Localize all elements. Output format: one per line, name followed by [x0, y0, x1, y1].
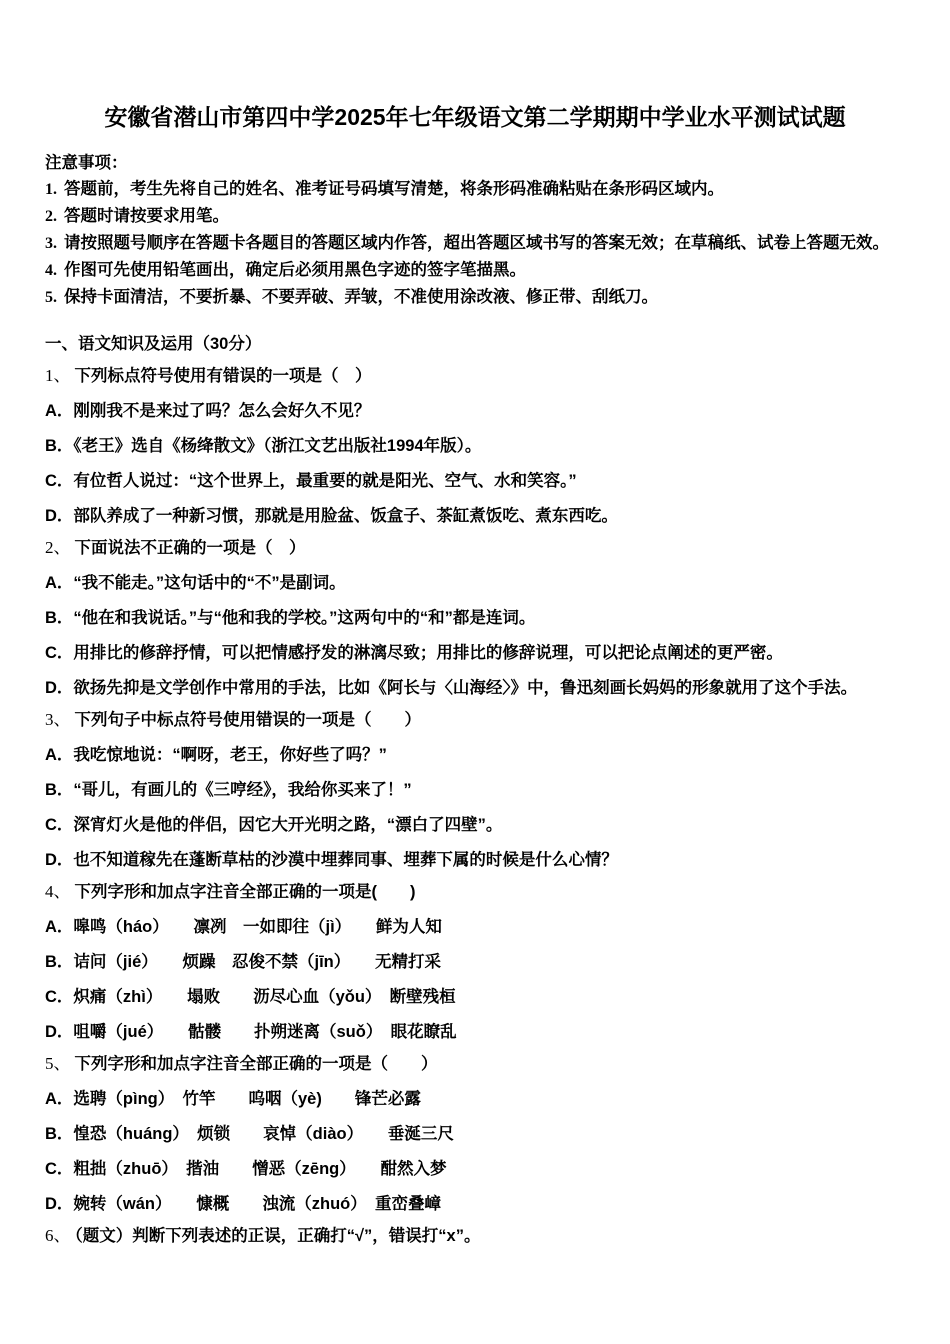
question-stem-line [45, 707, 905, 733]
notice-item-number: 4. [45, 262, 57, 279]
option-b: B．“哥儿，有画儿的《三哼经》，我给你买来了！” [45, 781, 412, 799]
option-a: A．刚刚我不是来过了吗？怎么会好久不见？ [45, 402, 371, 420]
question-1 [45, 363, 905, 529]
page-title: 安徽省潜山市第四中学2025年七年级语文第二学期期中学业水平测试试题 [104, 104, 846, 130]
question-number: 6、 [45, 1226, 71, 1245]
option-a: A．选聘（pìng） 竹竿 呜咽（yè) 锋芒必露 [45, 1090, 421, 1108]
notice-item-number: 5. [45, 289, 57, 306]
option-b: B．诘问（jié） 烦躁 忍俊不禁（jīn） 无精打采 [45, 953, 442, 971]
question-2 [45, 535, 905, 701]
option-d: D．咀嚼（jué） 骷髅 扑朔迷离（suǒ） 眼花瞭乱 [45, 1023, 457, 1041]
option-b: B．“他在和我说话。”与“他和我的学校。”这两句中的“和”都是连词。 [45, 609, 536, 627]
option-a: A．“我不能走。”这句话中的“不”是副词。 [45, 574, 346, 592]
option-b: B．《老王》选自《杨绛散文》（浙江文艺出版社1994年版）。 [45, 437, 482, 455]
option-a: A．嗥鸣（háo） 凛冽 一如即往（jì） 鲜为人知 [45, 918, 442, 936]
question-stem: 下面说法不正确的一项是（ ） [74, 539, 306, 557]
notice-item-text: 请按照题号顺序在答题卡各题目的答题区域内作答，超出答题区域书写的答案无效；在草稿纸、试卷上答题无效。 [64, 234, 889, 252]
question-stem: 下列字形和加点字注音全部正确的一项是（ ） [74, 1055, 438, 1073]
option-d: D．也不知道稼先在蓬断草枯的沙漠中埋葬同事、埋葬下属的时候是什么心情？ [45, 851, 618, 869]
notice-item-text: 答题时请按要求用笔。 [64, 207, 229, 225]
option-c: C．有位哲人说过：“这个世界上，最重要的就是阳光、空气、水和笑容。” [45, 472, 577, 490]
question-stem-line [45, 1223, 905, 1249]
question-number: 3、 [45, 710, 71, 729]
question-number: 5、 [45, 1054, 71, 1073]
option-c: C．炽痛（zhì） 塌败 沥尽心血（yǒu） 断壁残桓 [45, 988, 456, 1006]
notice-item-text: 保持卡面清洁，不要折暴、不要弄破、弄皱，不准使用涂改液、修正带、刮纸刀。 [64, 288, 658, 306]
section-heading: 一、语文知识及运用（30分） [45, 335, 262, 353]
option-c: C．粗拙（zhuō） 揩油 憎恶（zēng） 酣然入梦 [45, 1160, 447, 1178]
option-c: C．用排比的修辞抒情，可以把情感抒发的淋漓尽致；用排比的修辞说理，可以把论点阐述的更严密。 [45, 644, 783, 662]
question-stem-line [45, 363, 905, 389]
option-a: A．我吃惊地说：“啊呀，老王，你好些了吗？” [45, 746, 387, 764]
question-3 [45, 707, 905, 873]
option-d: D．欲扬先抑是文学创作中常用的手法，比如《阿长与〈山海经〉》中，鲁迅刻画长妈妈的形象就用了这个手法。 [45, 679, 858, 697]
notice-item-text: 答题前，考生先将自己的姓名、准考证号码填写清楚，将条形码准确粘贴在条形码区域内。 [64, 180, 724, 198]
notice-item-number: 3. [45, 235, 57, 252]
notice-item-text: 作图可先使用铅笔画出，确定后必须用黑色字迹的签字笔描黑。 [64, 261, 526, 279]
question-4 [45, 879, 905, 1045]
question-stem-line [45, 879, 905, 905]
question-stem: 下列标点符号使用有错误的一项是（ ） [74, 367, 372, 385]
question-6 [45, 1223, 905, 1249]
question-number: 1、 [45, 366, 71, 385]
question-number: 2、 [45, 538, 71, 557]
question-stem: 下列句子中标点符号使用错误的一项是（ ） [74, 711, 421, 729]
notice-item [45, 203, 905, 230]
notice-item [45, 230, 905, 257]
notice-item-number: 2. [45, 208, 57, 225]
question-stem-line [45, 535, 905, 561]
notice-item-number: 1. [45, 181, 57, 198]
question-5 [45, 1051, 905, 1217]
notice-header: 注意事项： [45, 154, 128, 172]
question-number: 4、 [45, 882, 71, 901]
option-d: D．婉转（wán） 慷概 浊流（zhuó） 重峦叠嶂 [45, 1195, 441, 1213]
notice-item [45, 176, 905, 203]
question-stem: 下列字形和加点字注音全部正确的一项是( ) [74, 883, 416, 901]
question-stem-line [45, 1051, 905, 1077]
question-stem: （题文）判断下列表述的正误，正确打“√”，错误打“x”。 [74, 1227, 481, 1245]
option-d: D．部队养成了一种新习惯，那就是用脸盆、饭盒子、茶缸煮饭吃、煮东西吃。 [45, 507, 618, 525]
option-c: C．深宵灯火是他的伴侣，因它大开光明之路，“漂白了四壁”。 [45, 816, 503, 834]
notice-item [45, 284, 905, 311]
option-b: B．惶恐（huáng） 烦锁 哀悼（diào） 垂涎三尺 [45, 1125, 454, 1143]
notice-item [45, 257, 905, 284]
